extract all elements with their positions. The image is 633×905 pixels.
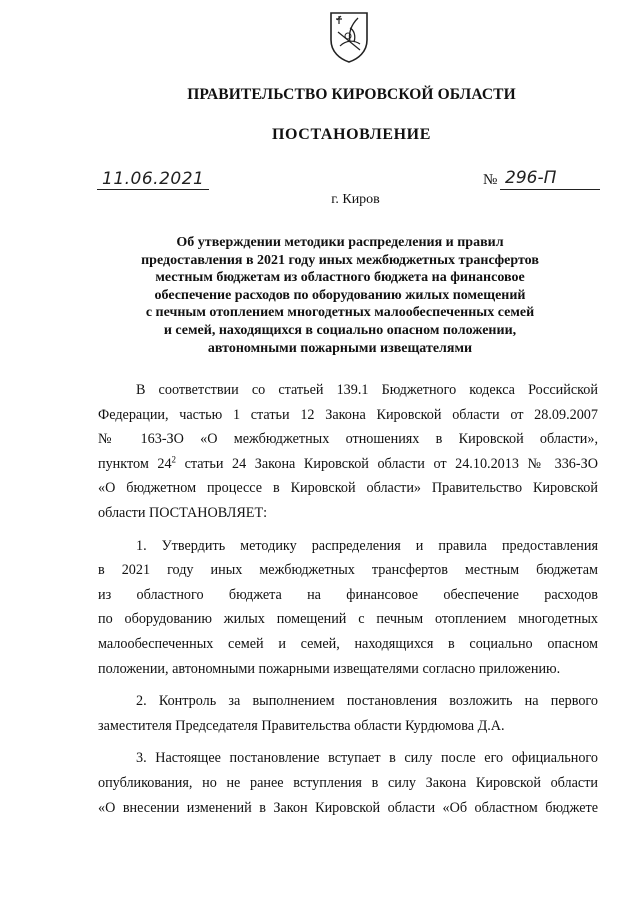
heading-line: и семей, находящихся в социально опасном положении,: [163, 322, 517, 338]
clause-3: [98, 746, 598, 820]
heading-line: предоставления в 2021 году иных межбюджетных трансфертов: [141, 252, 539, 268]
handwritten-date: 11.06.2021: [102, 169, 205, 189]
handwritten-number: 296-П: [505, 168, 557, 188]
heading-line: Об утверждении методики распределения и правил: [176, 235, 504, 250]
body-line: из областного бюджета на финансовое обеспечение расходов: [98, 586, 598, 603]
body-line: области ПОСТАНОВЛЯЕТ:: [98, 504, 268, 521]
body-line: «О внесении изменений в Закон Кировской области «Об областном бюджете: [98, 799, 598, 816]
number-sign: №: [483, 172, 498, 188]
body-line: Федерации, частью 1 статьи 12 Закона Кировской области от 28.09.2007: [98, 406, 598, 423]
clause-1: [98, 534, 598, 682]
body-line: положении, автономными пожарными извещателями согласно приложению.: [98, 660, 561, 677]
government-title: ПРАВИТЕЛЬСТВО КИРОВСКОЙ ОБЛАСТИ: [187, 86, 516, 103]
body-line: № 163-ЗО «О межбюджетных отношениях в Кировской области»,: [98, 431, 598, 448]
heading-line: обеспечение расходов по оборудованию жилых помещений: [154, 287, 526, 303]
date-underline: [97, 189, 209, 190]
body-text: пунктом 24: [98, 455, 172, 472]
superscript: 2: [171, 454, 177, 465]
body-line: «О бюджетном процессе в Кировской области» Правительство Кировской: [98, 480, 598, 497]
body-line: в 2021 году иных межбюджетных трансфертов местным бюджетам: [98, 562, 598, 579]
body-line: опубликования, но не ранее вступления в силу Закона Кировской области: [98, 774, 598, 791]
heading-line: с печным отоплением многодетных малообеспеченных семей: [145, 305, 535, 321]
body-text: статьи 24 Закона Кировской области от 24.10.2013 № 336-ЗО: [176, 455, 598, 472]
heading-line: автономными пожарными извещателями: [207, 340, 473, 356]
coat-of-arms-icon: [328, 10, 370, 64]
body-line: 3. Настоящее постановление вступает в силу после его официального: [136, 750, 598, 767]
clause-2: [98, 689, 598, 738]
number-underline: [500, 189, 600, 190]
body-line: 1. Утвердить методику распределения и правила предоставления: [136, 537, 598, 554]
body-line: заместителя Председателя Правительства области Курдюмова Д.А.: [98, 717, 505, 734]
preamble-paragraph: [98, 378, 598, 526]
document-type: ПОСТАНОВЛЕНИЕ: [272, 126, 431, 143]
body-line: малообеспеченных семей и семей, находящихся в социально опасном: [98, 635, 598, 652]
body-line: 2. Контроль за выполнением постановления возложить на первого: [136, 693, 598, 710]
heading-line: местным бюджетам из областного бюджета на финансовое: [155, 270, 525, 286]
body-line: [98, 452, 598, 477]
document-heading: [100, 234, 580, 357]
city-name: г. Киров: [331, 192, 380, 207]
document-body: [98, 378, 598, 820]
body-line: В соответствии со статьей 139.1 Бюджетного кодекса Российской: [136, 382, 598, 398]
body-line: по оборудованию жилых помещений с печным отоплением многодетных: [98, 611, 598, 628]
